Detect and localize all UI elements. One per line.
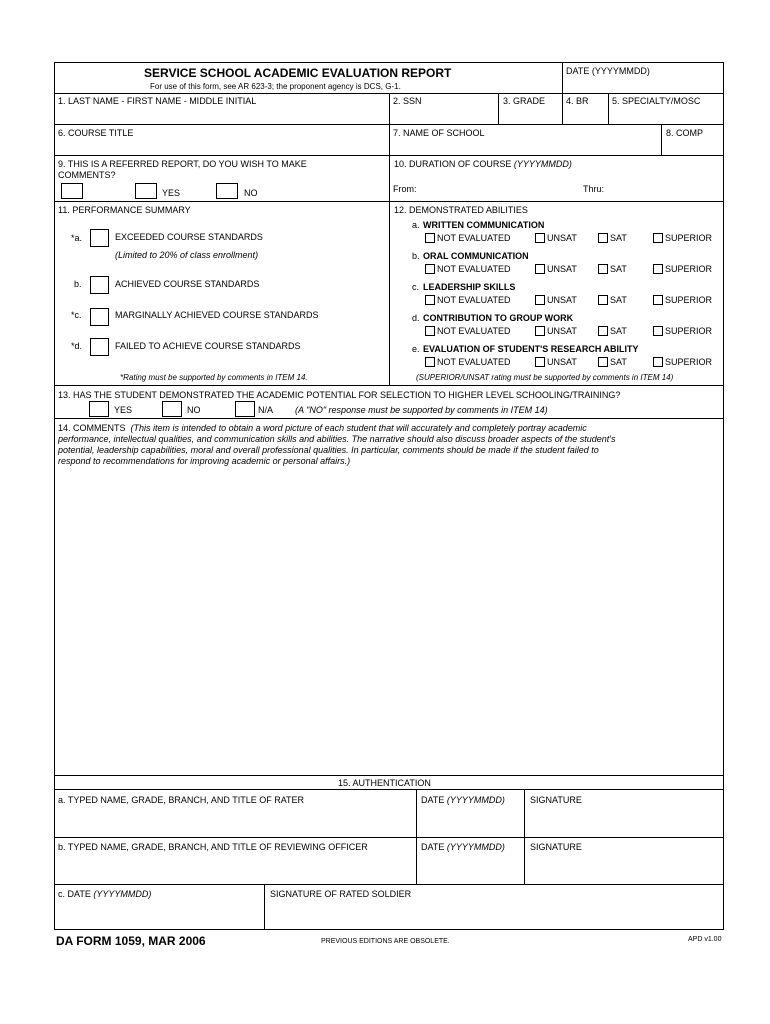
ability-e-title: EVALUATION OF STUDENT'S RESEARCH ABILITY [423, 344, 639, 354]
ability-b-unsat-label: UNSAT [547, 264, 577, 274]
form-id: DA FORM 1059, MAR 2006 [56, 934, 206, 948]
perf-item-d-text: FAILED TO ACHIEVE COURSE STANDARDS [115, 341, 301, 351]
ability-e-superior-label: SUPERIOR [665, 357, 713, 367]
thru-date-field[interactable] [610, 180, 720, 196]
ability-a-superior-label: SUPERIOR [665, 233, 713, 243]
ability-c-unsat-checkbox[interactable] [535, 295, 545, 305]
report-date-label: DATE (YYYYMMDD) [566, 66, 650, 76]
from-date-field[interactable] [420, 180, 570, 196]
ability-b-sat-checkbox[interactable] [598, 264, 608, 274]
ability-a-not-evaluated-checkbox[interactable] [425, 233, 435, 243]
course-title-label: 6. COURSE TITLE [58, 128, 134, 138]
perf-item-c-letter: *c. [71, 310, 82, 320]
ability-a-title: WRITTEN COMMUNICATION [423, 220, 545, 230]
ability-d-not-evaluated-label: NOT EVALUATED [437, 326, 511, 336]
soldier-signature-field[interactable] [265, 902, 722, 928]
ability-c-not-evaluated-label: NOT EVALUATED [437, 295, 511, 305]
ability-b-superior-label: SUPERIOR [665, 264, 713, 274]
referred-yes-checkbox[interactable] [135, 183, 157, 199]
school-name-label: 7. NAME OF SCHOOL [393, 128, 485, 138]
branch-label: 4. BR [566, 96, 589, 106]
ability-d-unsat-label: UNSAT [547, 326, 577, 336]
rater-date-label: DATE (YYYYMMDD) [421, 795, 505, 805]
perf-item-b-checkbox[interactable] [90, 276, 109, 294]
potential-yes-label: YES [114, 405, 133, 415]
comp-label: 8. COMP [666, 128, 704, 138]
grade-field[interactable] [499, 108, 561, 122]
name-label: 1. LAST NAME - FIRST NAME - MIDDLE INITIAL [58, 96, 257, 106]
ability-b-sat-label: SAT [610, 264, 627, 274]
form-title: SERVICE SCHOOL ACADEMIC EVALUATION REPORT [144, 66, 452, 80]
rater-date-field[interactable] [417, 808, 523, 834]
from-label: From: [393, 184, 417, 194]
soldier-date-field[interactable] [56, 902, 262, 928]
ability-c-title: LEADERSHIP SKILLS [423, 282, 516, 292]
ability-b-superior-checkbox[interactable] [653, 264, 663, 274]
ability-e-unsat-checkbox[interactable] [535, 357, 545, 367]
ability-a-superior-checkbox[interactable] [653, 233, 663, 243]
referred-report-label: 9. THIS IS A REFERRED REPORT, DO YOU WISH TO MAKE [58, 159, 307, 169]
specialty-field[interactable] [609, 108, 723, 122]
perf-item-b-letter: b. [74, 279, 82, 289]
ability-a-sat-label: SAT [610, 233, 627, 243]
ability-c-not-evaluated-checkbox[interactable] [425, 295, 435, 305]
obsolete-notice: PREVIOUS EDITIONS ARE OBSOLETE. [321, 938, 450, 945]
reviewer-date-field[interactable] [417, 856, 523, 882]
reviewer-signature-field[interactable] [525, 856, 722, 882]
ability-a-unsat-checkbox[interactable] [535, 233, 545, 243]
potential-note: (A "NO" response must be supported by comments in ITEM 14) [295, 405, 548, 415]
report-date-field[interactable] [563, 77, 723, 93]
ability-e-not-evaluated-label: NOT EVALUATED [437, 357, 511, 367]
referred-yes-checkbox-left[interactable] [61, 183, 83, 199]
performance-summary-label: 11. PERFORMANCE SUMMARY [58, 205, 191, 215]
perf-footnote: *Rating must be supported by comments in ITEM 14. [120, 373, 308, 382]
potential-na-label: N/A [258, 405, 274, 415]
ability-b-title: ORAL COMMUNICATION [423, 251, 529, 261]
perf-item-c-text: MARGINALLY ACHIEVED COURSE STANDARDS [115, 310, 319, 320]
ability-a-not-evaluated-label: NOT EVALUATED [437, 233, 511, 243]
ability-b-not-evaluated-checkbox[interactable] [425, 264, 435, 274]
form-subtitle: For use of this form, see AR 623-3; the proponent agency is DCS, G-1. [150, 82, 401, 91]
ability-b-unsat-checkbox[interactable] [535, 264, 545, 274]
ability-d-sat-checkbox[interactable] [598, 326, 608, 336]
perf-item-c-checkbox[interactable] [90, 308, 109, 326]
branch-field[interactable] [563, 108, 607, 122]
rater-signature-label: SIGNATURE [530, 795, 582, 805]
ability-b-letter: b. [412, 251, 420, 261]
perf-item-b-text: ACHIEVED COURSE STANDARDS [115, 279, 260, 289]
perf-item-a-text: EXCEEDED COURSE STANDARDS [115, 232, 263, 242]
ssn-field[interactable] [390, 108, 497, 122]
name-field[interactable] [55, 108, 388, 122]
rater-name-field[interactable] [56, 808, 414, 834]
ability-a-unsat-label: UNSAT [547, 233, 577, 243]
reviewer-name-field[interactable] [56, 856, 414, 882]
perf-item-d-letter: *d. [71, 341, 83, 351]
referred-yes-label: YES [162, 188, 181, 198]
ability-b-not-evaluated-label: NOT EVALUATED [437, 264, 511, 274]
ability-e-sat-checkbox[interactable] [598, 357, 608, 367]
comp-field[interactable] [662, 140, 723, 154]
thru-label: Thru: [583, 184, 605, 194]
referred-report-label-cont: COMMENTS? [58, 170, 116, 180]
specialty-label: 5. SPECIALTY/MOSC [612, 96, 701, 106]
ssn-label: 2. SSN [393, 96, 422, 106]
soldier-date-label: c. DATE (YYYYMMDD) [58, 889, 152, 899]
ability-c-letter: c. [412, 282, 420, 292]
rater-name-label: a. TYPED NAME, GRADE, BRANCH, AND TITLE OF RATER [58, 795, 305, 805]
perf-item-a-checkbox[interactable] [90, 229, 109, 247]
rater-signature-field[interactable] [525, 808, 722, 834]
course-title-field[interactable] [55, 140, 388, 154]
perf-item-a-letter: *a. [71, 233, 83, 243]
school-name-field[interactable] [390, 140, 660, 154]
ability-e-sat-label: SAT [610, 357, 627, 367]
ability-d-sat-label: SAT [610, 326, 627, 336]
ability-a-sat-checkbox[interactable] [598, 233, 608, 243]
perf-item-d-checkbox[interactable] [90, 338, 109, 356]
potential-no-checkbox[interactable] [162, 401, 182, 417]
version-label: APD v1.00 [688, 936, 722, 943]
ability-e-letter: e. [412, 344, 420, 354]
potential-label: 13. HAS THE STUDENT DEMONSTRATED THE ACADEMIC POTENTIAL FOR SELECTION TO HIGHER LEVEL SCHOOLING/TRAINING? [58, 390, 621, 400]
abilities-footnote: (SUPERIOR/UNSAT rating must be supported by comments in ITEM 14) [416, 373, 674, 382]
ability-c-sat-checkbox[interactable] [598, 295, 608, 305]
perf-limit-note: (Limited to 20% of class enrollment) [115, 250, 259, 260]
reviewer-date-label: DATE (YYYYMMDD) [421, 842, 505, 852]
ability-d-letter: d. [412, 313, 420, 323]
comments-instructions-2: performance, intellectual qualities, and communication skills and abilities. The narrative should also discuss broader aspects of the student's [58, 434, 616, 444]
grade-label: 3. GRADE [503, 96, 546, 106]
ability-d-not-evaluated-checkbox[interactable] [425, 326, 435, 336]
ability-d-superior-label: SUPERIOR [665, 326, 713, 336]
referred-no-label: NO [244, 188, 258, 198]
potential-no-label: NO [187, 405, 201, 415]
abilities-label: 12. DEMONSTRATED ABILITIES [394, 205, 528, 215]
authentication-label: 15. AUTHENTICATION [338, 778, 431, 788]
reviewer-name-label: b. TYPED NAME, GRADE, BRANCH, AND TITLE OF REVIEWING OFFICER [58, 842, 368, 852]
ability-e-superior-checkbox[interactable] [653, 357, 663, 367]
potential-yes-checkbox[interactable] [89, 401, 109, 417]
ability-e-unsat-label: UNSAT [547, 357, 577, 367]
duration-label: 10. DURATION OF COURSE (YYYYMMDD) [394, 159, 572, 169]
reviewer-signature-label: SIGNATURE [530, 842, 582, 852]
comments-instructions-4: respond to recommendations for improving academic or personal affairs.) [58, 456, 351, 466]
comments-textarea[interactable] [56, 470, 722, 772]
ability-d-unsat-checkbox[interactable] [535, 326, 545, 336]
ability-a-letter: a. [412, 220, 420, 230]
ability-d-superior-checkbox[interactable] [653, 326, 663, 336]
ability-c-sat-label: SAT [610, 295, 627, 305]
ability-c-superior-checkbox[interactable] [653, 295, 663, 305]
ability-d-title: CONTRIBUTION TO GROUP WORK [423, 313, 574, 323]
comments-instructions-3: potential, leadership capabilities, moral and overall professional qualities. In particular, comments should be made if the student failed to [58, 445, 599, 455]
comments-title: 14. COMMENTS (This item is intended to obtain a word picture of each student that will accurately and completely portray academic [58, 423, 587, 433]
ability-c-superior-label: SUPERIOR [665, 295, 713, 305]
ability-c-unsat-label: UNSAT [547, 295, 577, 305]
potential-na-checkbox[interactable] [235, 401, 255, 417]
ability-e-not-evaluated-checkbox[interactable] [425, 357, 435, 367]
soldier-signature-label: SIGNATURE OF RATED SOLDIER [270, 889, 412, 899]
referred-no-checkbox[interactable] [216, 183, 238, 199]
